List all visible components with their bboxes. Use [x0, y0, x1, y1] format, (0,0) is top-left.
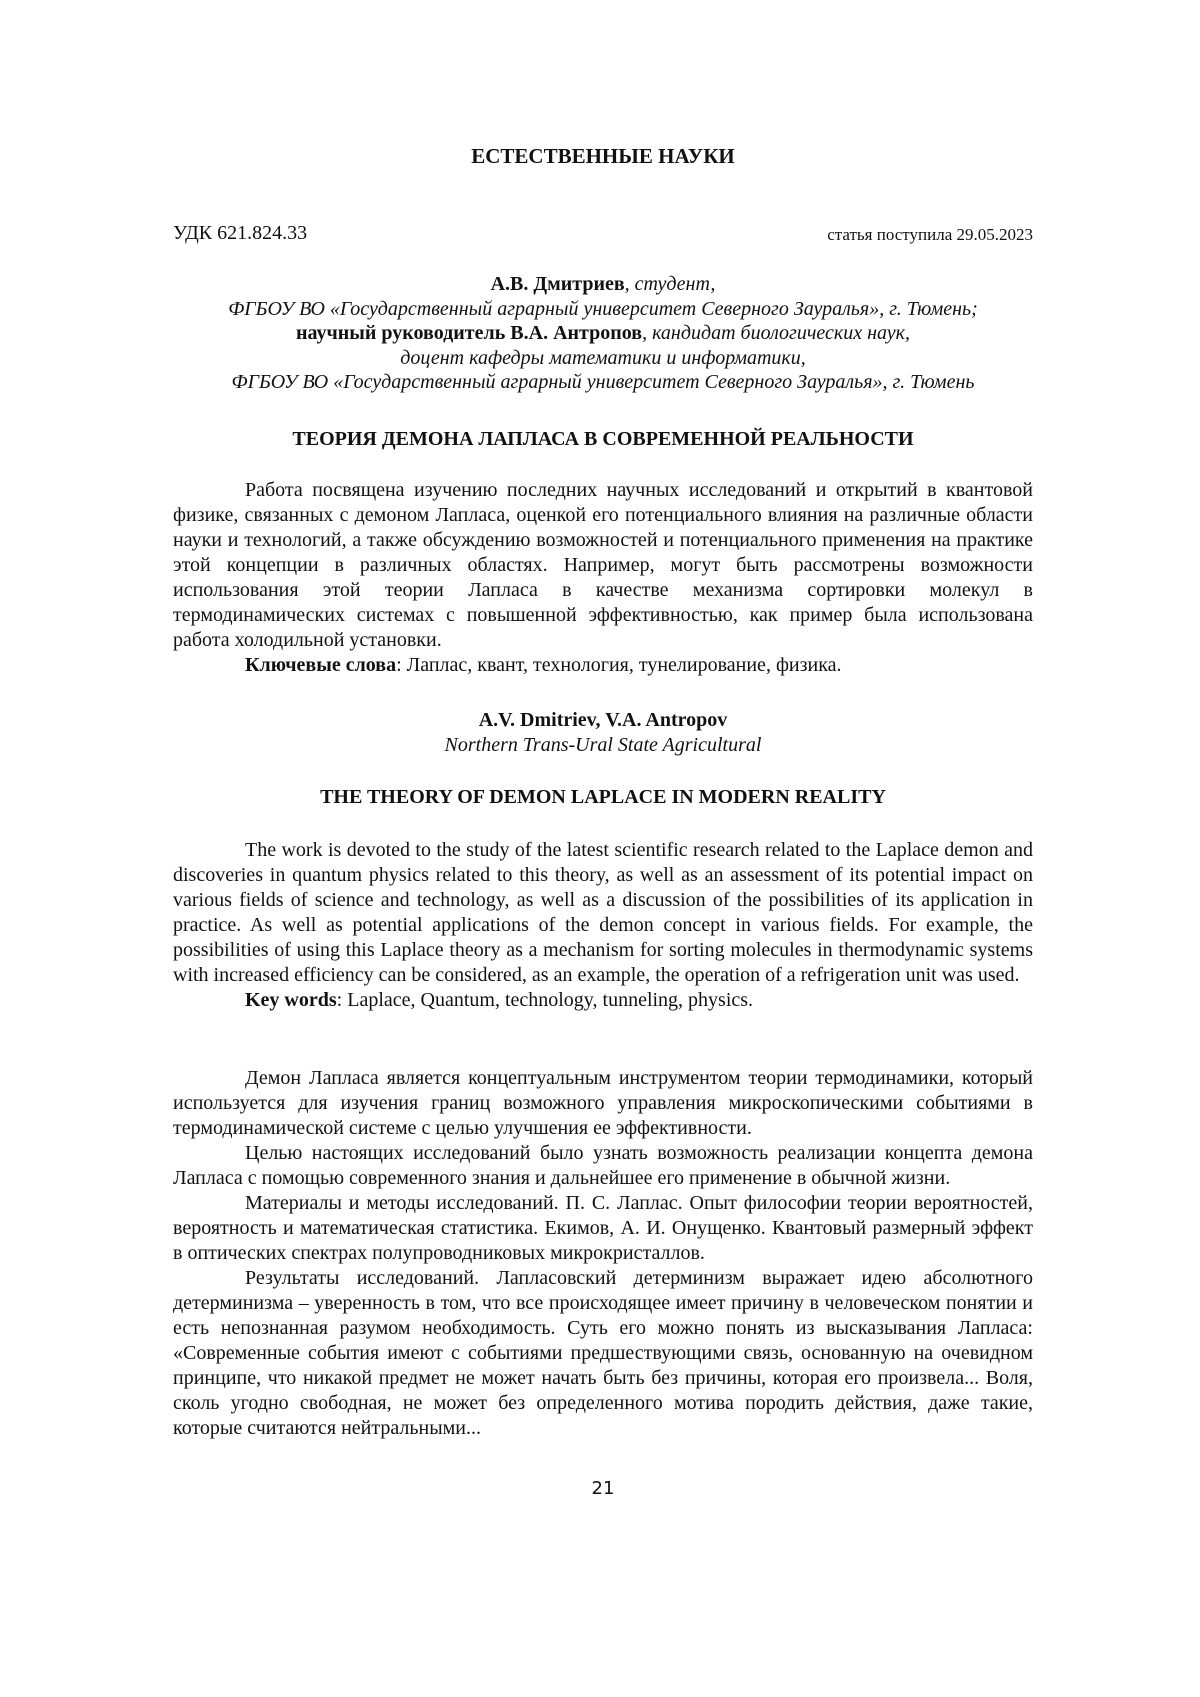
supervisor-name: научный руководитель В.А. Антропов [295, 322, 643, 344]
body-paragraph: Результаты исследований. Лапласовский детерминизм выражает идею абсолютного детерминизма – уверенность в том, что все происходящее имеет причину в человеческом понятии и есть непознанная разумом необходимость. Суть его можно понять из высказывания Лапласа: «Современные события имеют с событиями предшествующими связь, основанную на очевидном принципе, что никакой предмет не может начать быть без причины, которая его произвела... Воля, сколь угодно свободная, не может без определенного мотива породить действия, даже такие, которые считаются нейтральными... [173, 1267, 1033, 1439]
body-paragraph: Материалы и методы исследований. П. С. Лаплас. Опыт философии теории вероятностей, вероятность и математическая статистика. Екимов, А. И. Онущенко. Квантовый размерный эффект в оптических спектрах полупроводниковых микрокристаллов. [173, 1192, 1033, 1264]
keywords-ru [173, 653, 1033, 678]
authors-en-block [173, 708, 1033, 758]
body-paragraph: Целью настоящих исследований было узнать возможность реализации концепта демона Лапласа с помощью современного знания и дальнейшее его применение в обычной жизни. [173, 1142, 1033, 1189]
keywords-ru-list: : Лаплас, квант, технология, тунелирование, физика. [396, 654, 842, 676]
section-heading: ЕСТЕСТВЕННЫЕ НАУКИ [471, 144, 735, 168]
abstract-en [173, 838, 1033, 1013]
author-name: А.В. Дмитриев [490, 273, 625, 295]
body-paragraph: Демон Лапласа является концептуальным инструментом теории термодинамики, который используется для изучения границ возможного управления микроскопическими событиями в термодинамической системе с целью улучшения ее эффективности. [173, 1067, 1033, 1139]
udk-code: УДК 621.824.33 [173, 222, 308, 244]
keywords-en-label: Key words [245, 989, 337, 1011]
abstract-ru [173, 478, 1033, 678]
author-affiliation: ФГБОУ ВО «Государственный аграрный университет Северного Зауралья», г. Тюмень; [228, 297, 978, 320]
keywords-ru-label: Ключевые слова [245, 654, 397, 676]
authors-en: A.V. Dmitriev, V.A. Antropov [478, 709, 728, 731]
authors-ru [173, 272, 1033, 395]
page-number: 21 [591, 1478, 615, 1499]
supervisor-affiliation: ФГБОУ ВО «Государственный аграрный университет Северного Зауралья», г. Тюмень [231, 371, 975, 393]
supervisor-role: , кандидат биологических наук, [642, 322, 911, 344]
article-title-ru: ТЕОРИЯ ДЕМОНА ЛАПЛАСА В СОВРЕМЕННОЙ РЕАЛЬНОСТИ [292, 428, 914, 450]
article-meta [173, 222, 1033, 250]
supervisor-position: доцент кафедры математики и информатики, [400, 346, 806, 369]
affiliation-en: Northern Trans-Ural State Agricultural [444, 734, 762, 756]
abstract-en-text: The work is devoted to the study of the latest scientific research related to the Laplace demon and discoveries in quantum physics related to this theory, as well as an assessment of its potential impact on various fields of science and technology, as well as a discussion of the possibilities of its application in practice. As well as potential applications of the demon concept in various fields. For example, the possibilities of using this Laplace theory as a mechanism for sorting molecules in thermodynamic systems with increased efficiency can be considered, as an example, the operation of a refrigeration unit was used. [173, 839, 1033, 986]
article-title-en: THE THEORY OF DEMON LAPLACE IN MODERN REALITY [320, 786, 886, 808]
keywords-en-list: : Laplace, Quantum, technology, tunneling, physics. [336, 989, 754, 1011]
received-date: статья поступила 29.05.2023 [827, 225, 1033, 244]
author-line-1 [173, 272, 1033, 297]
article-body [173, 1066, 1033, 1441]
abstract-ru-text: Работа посвящена изучению последних научных исследований и открытий в квантовой физике, связанных с демоном Лапласа, оценкой его потенциального влияния на различные области науки и технологий, а также обсуждению возможностей и потенциального применения на практике этой концепции в различных областях. Например, могут быть рассмотрены возможности использования этой теории Лапласа в качестве механизма сортировки молекул в термодинамических системах с повышенной эффективностью, как пример была использована работа холодильной установки. [173, 479, 1033, 651]
supervisor-line [173, 321, 1033, 346]
keywords-en [173, 988, 1033, 1013]
author-role: , студент, [624, 273, 716, 295]
